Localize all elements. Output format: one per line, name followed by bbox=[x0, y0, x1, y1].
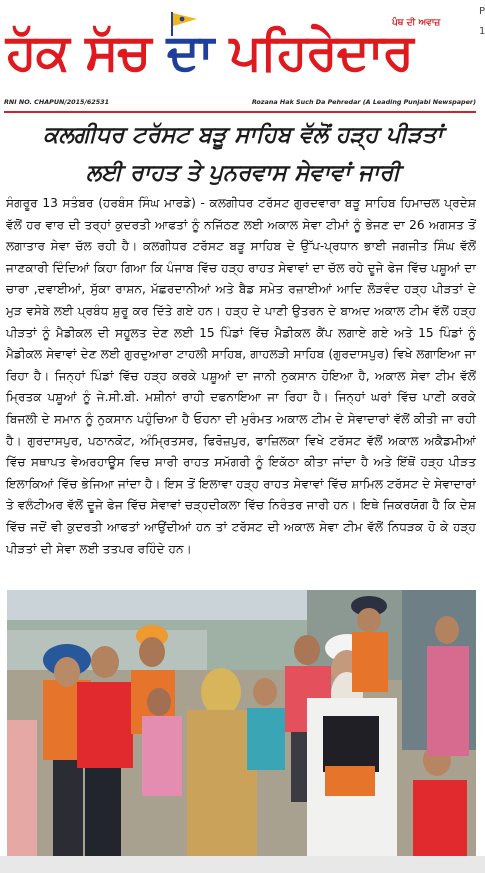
article-body: ਸੰਗਰੂਰ 13 ਸਤੰਬਰ (ਹਰਬੰਸ ਸਿੰਘ ਮਾਰਡੇ) - ਕਲਗੀਧਰ ਟਰੱਸਟ ਗੁਰਦਵਾਰਾ ਬੜੂ ਸਾਹਿਬ ਹਿਮਾਚਲ ਪ੍ਰਦੇਸ਼ ਵੱਲੋਂ ਹਰ ਵਾਰ ਦੀ ਤਰ੍ਹਾਂ ਕੁਦਰਤੀ ਆਫਤਾਂ ਨੂੰ ਨਜਿੱਠਣ ਲਈ ਅਕਾਲ ਸੇਵਾ ਟੀਮਾਂ ਨੂੰ ਭੇਜਣ ਦਾ 26 ਅਗਸਤ ਤੋਂ ਲਗਾਤਾਰ ਸੇਵਾ ਚੱਲ ਰਹੀ ਹੈ। ਕਲਗੀਧਰ ਟਰੱਸਟ ਬੜੂ ਸਾਹਿਬ ਦੇ ਉੱਪ-ਪ੍ਰਧਾਨ ਭਾਈ ਜਗਜੀਤ ਸਿੰਘ ਵੱਲੋਂ ਜਾਣਕਾਰੀ ਦਿੰਦਿਆਂ ਕਿਹਾ ਗਿਆ ਕਿ ਪੰਜਾਬ ਵਿੱਚ ਹੜ੍ਹ ਰਾਹਤ ਸੇਵਾਵਾਂ ਦਾ ਚੱਲ ਰਹੇ ਦੂਜੇ ਫੇਜ ਵਿੱਚ ਪਸ਼ੂਆਂ ਦਾ ਚਾਰਾ ,ਦਵਾਈਆਂ, ਸੁੱਕਾ ਰਾਸ਼ਨ, ਮੱਛਰਦਾਨੀਆਂ ਅਤੇ ਬੈਡ ਸਮੇਤ ਰਜ਼ਾਈਆਂ ਆਦਿ ਲੋੜਵੰਦ ਹੜ੍ਹ ਪੀੜਤਾਂ ਦੇ ਮੁੜ ਵਸੇਬੇ ਲਈ ਪ੍ਰਬੰਧ ਸ਼ੁਰੂ ਕਰ ਦਿੱਤੇ ਗਏ ਹਨ। ਹੜ੍ਹ ਦੇ ਪਾਣੀ ਉਤਰਨ ਦੇ ਬਾਅਦ ਅਕਾਲ ਟੀਮ ਵੱਲੋਂ ਹੜ੍ਹ ਪੀੜਤਾਂ ਨੂੰ ਮੈਡੀਕਲ ਦੀ ਸਹੂਲਤ ਦੇਣ ਲਈ 15 ਪਿੰਡਾਂ ਵਿੱਚ ਮੈਡੀਕਲ ਕੈਂਪ ਲਗਾਏ ਗਏ ਅਤੇ 15 ਪਿੰਡਾਂ ਨੂੰ ਮੈਡੀਕਲ ਸੇਵਾਵਾਂ ਦੇਣ ਲਈ ਗੁਰਦੁਆਰਾ ਟਾਹਲੀ ਸਾਹਿਬ, ਗਾਹਲੜੀ ਸਾਹਿਬ (ਗੁਰਦਾਸਪੁਰ) ਵਿਖੇ ਲਗਾਇਆ ਜਾ ਰਿਹਾ ਹੈ। ਜਿਨ੍ਹਾਂ ਪਿੰਡਾਂ ਵਿੱਚ ਹੜ੍ਹ ਕਰਕੇ ਪਸ਼ੂਆਂ ਦਾ ਜਾਨੀ ਨੁਕਸਾਨ ਹੋਇਆ ਹੈ, ਅਕਾਲ ਸੇਵਾ ਟੀਮ ਵੱਲੋਂ ਮ੍ਰਿਤਕ ਪਸ਼ੂਆਂ ਨੂੰ ਜੇ.ਸੀ.ਬੀ. ਮਸ਼ੀਨਾਂ ਰਾਹੀ ਦਫਨਾਇਆ ਜਾ ਰਿਹਾ ਹੈ। ਜਿਨ੍ਹਾਂ ਘਰਾਂ ਵਿੱਚ ਪਾਣੀ ਕਰਕੇ ਬਿਜਲੀ ਦੇ ਸਮਾਨ ਨੂੰ ਨੁਕਸਾਨ ਪਹੁੰਚਿਆ ਹੈ ਓਹਨਾ ਦੀ ਮੁਰੰਮਤ ਅਕਾਲ ਟੀਮ ਦੇ ਸੇਵਾਦਾਰਾਂ ਵੱਲੋਂ ਕੀਤੀ ਜਾ ਰਹੀ ਹੈ। ਗੁਰਦਾਸਪੁਰ, ਪਠਾਨਕੋਟ, ਅੰਮ੍ਰਿਤਸਰ, ਫਿਰੋਜ਼ਪੁਰ, ਫਾਜ਼ਿਲਕਾ ਵਿਖੇ ਟਰੱਸਟ ਵੱਲੋਂ ਅਕਾਲ ਅਕੈਡਮੀਆਂ ਵਿੱਚ ਸਥਾਪਤ ਵੇਅਰਹਾਊਸ ਵਿਚ ਸਾਰੀ ਰਾਹਤ ਸਮੱਗਰੀ ਨੂੰ ਇਕੱਠਾ ਕੀਤਾ ਜਾਂਦਾ ਹੈ ਅਤੇ ਇੱਥੋਂ ਹੜ੍ਹ ਪੀੜਤ ਇਲਾਕਿਆਂ ਵਿੱਚ ਭੇਜਿਆ ਜਾਂਦਾ ਹੈ। ਇਸ ਤੋਂ ਇਲਾਵਾ ਹੜ੍ਹ ਰਾਹਤ ਸੇਵਾਵਾਂ ਵਿੱਚ ਸ਼ਾਮਿਲ ਟਰੱਸਟ ਦੇ ਸੇਵਾਦਾਰਾਂ ਤੇ ਵਲੰਟੀਅਰ ਵੱਲੋਂ ਦੂਜੇ ਫੇਜ ਵਿੱਚ ਸੇਵਾਵਾਂ ਚੜ੍ਹਦੀਕਲਾ ਵਿੱਚ ਨਿਰੰਤਰ ਜਾਰੀ ਹਨ। ਇਥੇ ਜਿਕਰਯੋਗ ਹੈ ਕਿ ਦੇਸ਼ ਵਿੱਚ ਜਦੋਂ ਵੀ ਕੁਦਰਤੀ ਆਫਤਾਂ ਆਉਂਦੀਆਂ ਹਨ ਤਾਂ ਟਰੱਸਟ ਦੀ ਅਕਾਲ ਸੇਵਾ ਟੀਮ ਵੱਲੋਂ ਨਿਧੜਕ ਹੋ ਕੇ ਹੜ੍ਹ ਪੀੜਤਾਂ ਦੀ ਸੇਵਾ ਲਈ ਤਤਪਰ ਰਹਿੰਦੇ ਹਨ। bbox=[6, 196, 476, 556]
headline-line-1: ਕਲਗੀਧਰ ਟਰੱਸਟ ਬੜੂ ਸਾਹਿਬ ਵੱਲੋਂ ਹੜ੍ਹ ਪੀੜਤਾਂ bbox=[43, 122, 443, 148]
registration-number: RNI NO. CHAPUN/2015/62531 bbox=[4, 98, 110, 106]
page-footer-strip bbox=[0, 856, 485, 873]
english-name: Rozana Hak Such Da Pehredar (A Leading Punjabi Newspaper) bbox=[251, 98, 476, 106]
article-headline bbox=[12, 116, 474, 192]
masthead-meta-row bbox=[4, 98, 476, 110]
header-rule bbox=[4, 111, 476, 113]
newspaper-tagline: ਪੰਥ ਦੀ ਅਵਾਜ਼ bbox=[392, 18, 441, 28]
edge-letter: P bbox=[479, 6, 485, 17]
masthead bbox=[0, 0, 485, 96]
edge-number: 1 bbox=[479, 26, 485, 37]
newspaper-title: ਹੱਕ ਸੱਚ ਦਾ ਪਹਿਰੇਦਾਰ bbox=[6, 23, 413, 81]
photo-illustration bbox=[7, 590, 476, 856]
relief-team-photo bbox=[7, 590, 476, 856]
headline-line-2: ਲਈ ਰਾਹਤ ਤੇ ਪੁਨਰਵਾਸ ਸੇਵਾਵਾਂ ਜਾਰੀ bbox=[85, 160, 401, 186]
